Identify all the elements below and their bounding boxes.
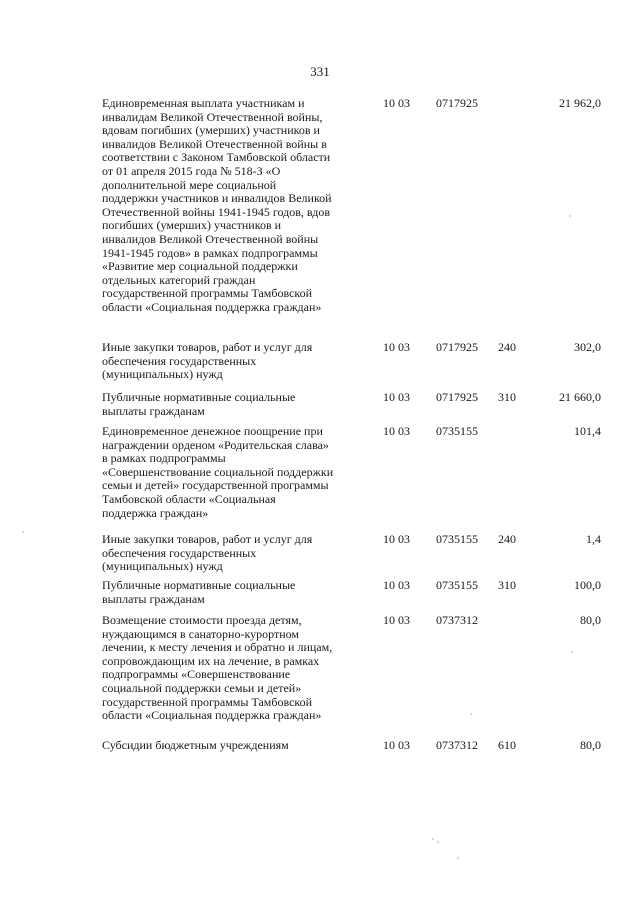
- table-row: [0, 579, 640, 614]
- row-description: Публичные нормативные социальные выплаты гражданам: [102, 390, 296, 418]
- row-description: Единовременная выплата участникам и инвалидам Великой Отечественной войны, вдовам погибших (умерших) участников и инвалидов Великой Отечественной войны в соответствии с Законом Тамбовской области от 01 апреля 2015 года № 518-З «О дополнительной мере социальной поддержки участников и инвалидов Великой Отечественной войны 1941-1945 годов, вдов погибших (умерших) участников и инвалидов Великой Отечественной войны 1941-1945 годов» в рамках подпрограммы «Развитие мер социальной поддержки отдельных категорий граждан государственной программы Тамбовской области «Социальная поддержка граждан»: [102, 96, 332, 314]
- row-code: 0717925: [436, 390, 478, 404]
- table-row: [0, 739, 640, 759]
- row-code: 0735155: [436, 532, 478, 546]
- page-number: 331: [310, 64, 330, 79]
- row-section: 10 03: [383, 578, 410, 592]
- row-amount: 21 962,0: [559, 96, 601, 110]
- budget-table: [0, 97, 640, 759]
- row-type: 310: [498, 390, 516, 404]
- scan-speck: [571, 651, 573, 653]
- row-section: 10 03: [383, 96, 410, 110]
- row-description: Возмещение стоимости проезда детям, нуждающимся в санаторно-курортном лечении, к месту лечения и обратно и лицам, сопровождающим их на лечение, в рамках подпрограммы «Совершенствование социальной поддержки семьи и детей» государственной программы Тамбовской области «Социальная поддержка граждан»: [102, 613, 333, 723]
- row-section: 10 03: [383, 532, 410, 546]
- row-description: Иные закупки товаров, работ и услуг для обеспечения государственных (муниципальных) нужд: [102, 340, 313, 382]
- row-code: 0717925: [436, 96, 478, 110]
- scan-speck: [437, 841, 439, 843]
- row-amount: 101,4: [574, 424, 601, 438]
- scan-speck: [569, 215, 571, 217]
- table-row: [0, 97, 640, 341]
- row-code: 0737312: [436, 738, 478, 752]
- row-amount: 1,4: [586, 532, 601, 546]
- row-section: 10 03: [383, 738, 410, 752]
- row-code: 0735155: [436, 424, 478, 438]
- row-section: 10 03: [383, 424, 410, 438]
- row-amount: 80,0: [580, 613, 601, 627]
- row-type: 610: [498, 738, 516, 752]
- row-section: 10 03: [383, 613, 410, 627]
- row-amount: 302,0: [574, 340, 601, 354]
- row-amount: 21 660,0: [559, 390, 601, 404]
- table-row: [0, 341, 640, 391]
- table-row: [0, 614, 640, 739]
- scan-speck: [457, 857, 459, 859]
- row-description: Субсидии бюджетным учреждениям: [102, 738, 289, 752]
- row-type: 240: [498, 340, 516, 354]
- row-section: 10 03: [383, 390, 410, 404]
- row-description: Публичные нормативные социальные выплаты гражданам: [102, 578, 296, 606]
- row-amount: 80,0: [580, 738, 601, 752]
- row-code: 0717925: [436, 340, 478, 354]
- row-type: 310: [498, 578, 516, 592]
- row-type: 240: [498, 532, 516, 546]
- row-section: 10 03: [383, 340, 410, 354]
- row-description: Иные закупки товаров, работ и услуг для обеспечения государственных (муниципальных) нужд: [102, 532, 313, 574]
- scan-speck: [22, 531, 24, 533]
- table-row: [0, 391, 640, 425]
- table-row: [0, 533, 640, 579]
- row-amount: 100,0: [574, 578, 601, 592]
- row-description: Единовременное денежное поощрение при награждении орденом «Родительская слава» в рамках подпрограммы «Совершенствование социальной поддержки семьи и детей» государственной программы Тамбовской области «Социальная поддержка граждан»: [102, 424, 334, 520]
- scan-speck: [470, 713, 472, 715]
- table-row: [0, 425, 640, 533]
- row-code: 0737312: [436, 613, 478, 627]
- row-code: 0735155: [436, 578, 478, 592]
- scan-speck: [432, 838, 434, 840]
